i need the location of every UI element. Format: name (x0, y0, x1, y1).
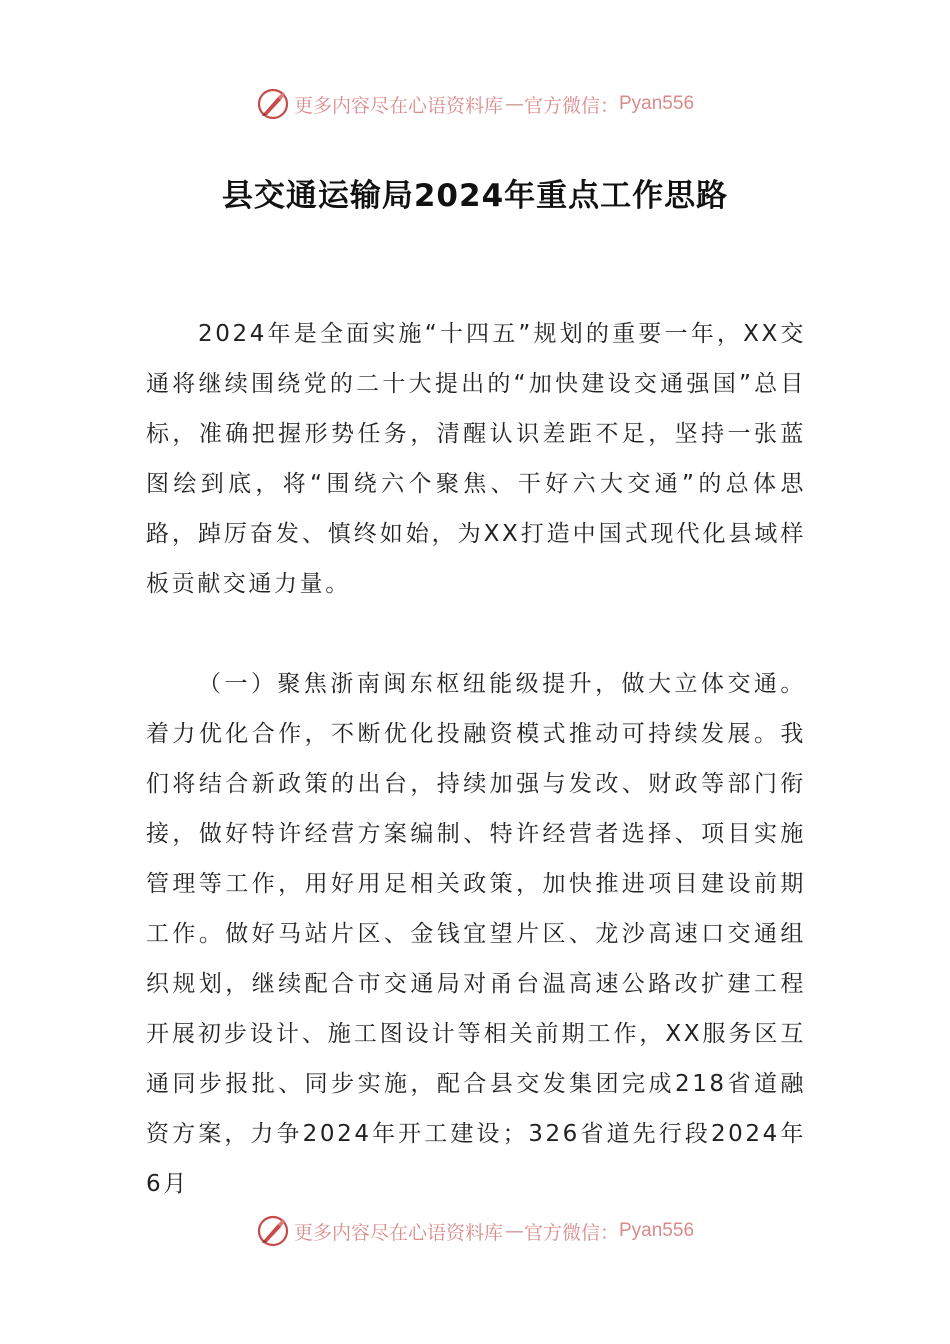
watermark-contact-label: 官方微信： (523, 94, 619, 117)
watermark-banner-bottom (0, 1209, 950, 1253)
body-paragraph: （一）聚焦浙南闽东枢纽能级提升，做大立体交通。着力优化合作，不断优化投融资模式推动可持续发展。我们将结合新政策的出台，持续加强与发改、财政等部门衔接，做好特许经营方案编制、特许经营者选择、项目实施管理等工作，用好用足相关政策，加快推进项目建设前期工作。做好马站片区、金钱宜望片区、龙沙高速口交通组织规划，继续配合市交通局对甬台温高速公路改扩建工程开展初步设计、施工图设计等相关前期工作，XX服务区互通同步报批、同步实施，配合县交发集团完成218省道融资方案，力争2024年开工建设；326省道先行段2024年6月 (146, 671, 806, 1197)
pen-logo-icon (256, 87, 290, 121)
watermark-contact-label: 官方微信： (523, 1221, 619, 1244)
pen-logo-icon (256, 1214, 290, 1248)
watermark-banner-top (0, 82, 950, 126)
document-title: 县交通运输局2024年重点工作思路 (221, 178, 729, 214)
watermark-text: 更多内容尽在心语资料库 (293, 94, 503, 117)
watermark-separator: — (504, 93, 522, 115)
watermark-contact-id: Pyan556 (619, 1220, 695, 1241)
body-paragraph: 2024年是全面实施“十四五”规划的重要一年，XX交通将继续围绕党的二十大提出的“加快建设交通强国”总目标，准确把握形势任务，清醒认识差距不足，坚持一张蓝图绘到底，将“围绕六个聚焦、干好六大交通”的总体思路，踔厉奋发、慎终如始，为XX打造中国式现代化县域样板贡献交通力量。 (146, 321, 806, 597)
watermark-separator: — (504, 1220, 522, 1242)
watermark-text: 更多内容尽在心语资料库 (293, 1221, 503, 1244)
watermark-contact-id: Pyan556 (619, 93, 695, 114)
